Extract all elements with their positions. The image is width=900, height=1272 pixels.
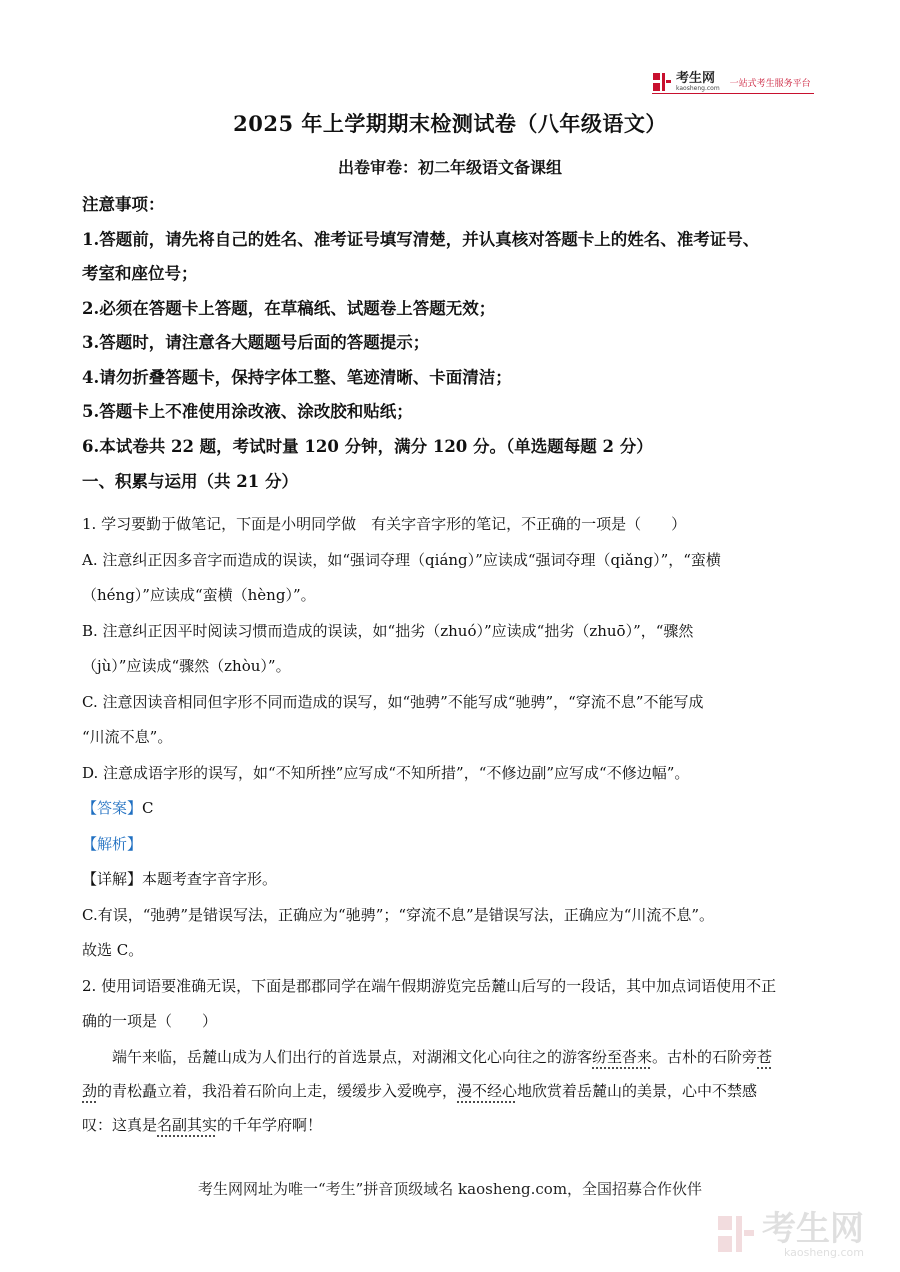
passage-text: 端午来临，岳麓山成为人们出行的首选景点，对湖湘文化心向往之的游客 [82,1048,593,1066]
notes-line: 5.答题卡上不准使用涂改液、涂改胶和贴纸； [82,402,413,421]
logo-domain: kaosheng.com [676,85,720,92]
header-logo[interactable] [652,72,811,92]
option-d-line1: D. 注意成语字形的误写，如“不知所挫”应写成“不知所措”，“不修边副”应写成“不修边幅”。 [82,763,690,782]
passage-text: 地欣赏着岳麓山的美景，心中不禁感 [517,1082,758,1100]
detail-tag: 【详解】 [82,870,143,888]
question-1 [82,507,822,1040]
watermark-domain: kaosheng.com [783,1246,864,1259]
passage-text: 。古朴的石阶旁 [652,1048,758,1066]
passage-text: 的千年学府啊！ [217,1116,323,1134]
answer-value: C [142,799,154,817]
reading-passage [82,1040,822,1142]
section-title: 一、积累与运用（共 21 分） [82,472,298,491]
analysis-tag: 【解析】 [82,834,143,853]
notes-line: 4.请勿折叠答题卡，保持字体工整、笔迹清晰、卡面清洁； [82,367,512,387]
passage-line [82,1074,822,1108]
option-b-line1: B. 注意纠正因平时阅读习惯而造成的误读，如“拙劣（zhuó）”应读成“拙劣（zhuō）”，“骤然 [82,621,694,640]
detail-text: 本题考查字音字形。 [142,870,278,888]
dotted-word: 漫不经心 [457,1082,518,1100]
detail-line [82,862,822,898]
passage-line [82,1108,822,1142]
option-a-line1: A. 注意纠正因多音字而造成的误读，如“强词夺理（qiáng）”应读成“强词夺理（qiǎng）”，“蛮横 [82,550,721,569]
page-footer: 考生网网址为唯一“考生”拼音顶级域名 kaosheng.com，全国招募合作伙伴 [197,1180,703,1198]
page-title: 2025 年上学期期末检测试卷（八年级语文） [233,111,667,136]
answer-line [82,791,822,827]
option-c-line1: C. 注意因读音相同但字形不同而造成的误写，如“弛骋”不能写成“驰骋”，“穿流不息”不能写成 [82,692,704,711]
notes-line: 6.本试卷共 22 题，考试时量 120 分钟，满分 120 分。（单选题每题 2 分） [82,436,653,456]
dotted-word: 劲 [82,1082,98,1100]
option-a-line2: （héng）”应读成“蛮横（hèng）”。 [82,586,316,604]
watermark-text: 考生网 [762,1209,864,1249]
passage-text: 叹：这真是 [82,1116,158,1134]
question-2-stem-line2: 确的一项是（ ） [82,1012,218,1030]
notes-line: 考室和座位号； [82,264,198,283]
logo-text: 考生网 [676,71,716,86]
explanation-line: C.有误，“弛骋”是错误写法，正确应为“驰骋”；“穿流不息”是错误写法，正确应为“川流不息”。 [82,905,715,924]
notes-heading: 注意事项： [82,195,165,214]
header-rule [652,93,814,94]
question-2-stem-line1: 2. 使用词语要准确无误，下面是郡郡同学在端午假期游览完岳麓山后写的一段话，其中加点词语使用不正 [82,976,777,995]
notes-line: 1.答题前，请先将自己的姓名、准考证号填写清楚，并认真核对答题卡上的姓名、准考证号、 [82,229,760,249]
page-subtitle: 出卷审卷：初二年级语文备课组 [337,158,562,177]
notes-block [82,188,822,464]
passage-text: 的青松矗立着，我沿着石阶向上走，缓缓步入爱晚亭， [97,1082,458,1100]
dotted-word: 名副其实 [157,1116,218,1134]
dotted-word: 苍 [757,1048,773,1066]
watermark-logo-icon [716,1214,756,1258]
passage-line [82,1040,822,1074]
notes-line: 2.必须在答题卡上答题，在草稿纸、试题卷上答题无效； [82,298,496,318]
option-c-line2: “川流不息”。 [82,728,173,746]
answer-tag: 【答案】 [82,799,143,817]
kaosheng-logo-icon [652,72,672,92]
option-b-line2: （jù）”应读成“骤然（zhòu）”。 [82,657,291,675]
header-slogan: 一站式考生服务平台 [729,78,811,89]
conclusion-line: 故选 C。 [82,941,144,959]
dotted-word: 纷至沓来 [592,1048,653,1066]
question-1-stem: 1. 学习要勤于做笔记，下面是小明同学做 有关字音字形的笔记，不正确的一项是（ ） [82,515,687,533]
watermark [716,1209,864,1259]
notes-line: 3.答题时，请注意各大题题号后面的答题提示； [82,333,430,352]
